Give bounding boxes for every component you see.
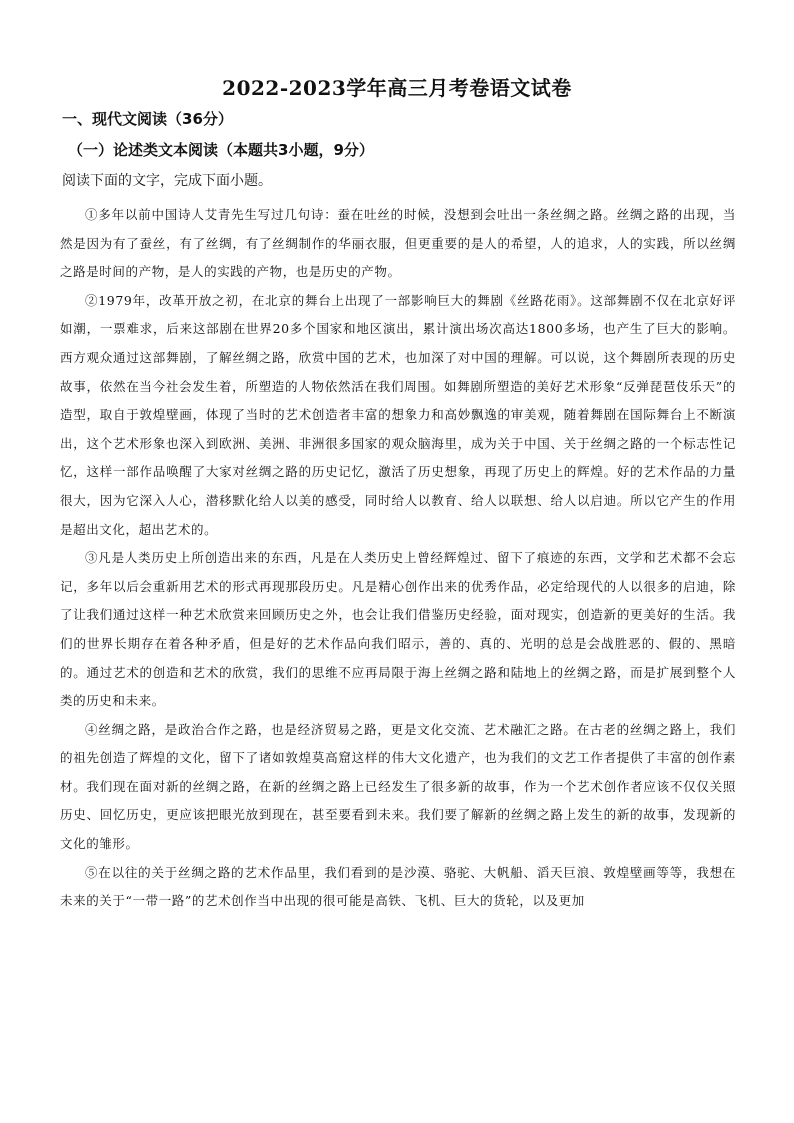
passage-paragraph-3: ③凡是人类历史上所创造出来的东西，凡是在人类历史上曾经辉煌过、留下了痕迹的东西，文学和艺术都不会忘记，多年以后会重新用艺术的形式再现那段历史。凡是精心创作出来的优秀作品，必定给现代的人以很多的启迪，除了让我们通过这样一种艺术欣赏来回顾历史之外，也会让我们借鉴历史经验，面对现实，创造新的更美好的生活。我们的世界长期存在着各种矛盾，但是好的艺术作品向我们昭示，善的、真的、光明的总是会战胜恶的、假的、黑暗的。通过艺术的创造和艺术的欣赏，我们的思维不应再局限于海上丝绸之路和陆地上的丝绸之路，而是扩展到整个人类的历史和未来。 — [60, 550, 736, 709]
passage-paragraph-1: ①多年以前中国诗人艾青先生写过几句诗：蚕在吐丝的时候，没想到会吐出一条丝绸之路。丝绸之路的出现，当然是因为有了蚕丝，有了丝绸，有了丝绸制作的华丽衣服，但更重要的是人的希望，人的追求，人的实践，所以丝绸之路是时间的产物，是人的实践的产物，也是历史的产物。 — [60, 207, 736, 280]
subsection-heading: （一）论述类文本阅读（本题共3小题，9分） — [68, 141, 374, 159]
exam-title: 2022-2023学年高三月考卷语文试卷 — [222, 76, 572, 100]
section-heading: 一、现代文阅读（36分） — [62, 110, 233, 128]
reading-instruction: 阅读下面的文字，完成下面小题。 — [62, 173, 272, 189]
passage-paragraph-2: ②1979年，改革开放之初，在北京的舞台上出现了一部影响巨大的舞剧《丝路花雨》。这部舞剧不仅在北京好评如潮，一票难求，后来这部剧在世界20多个国家和地区演出，累计演出场次高达1800多场，也产生了巨大的影响。西方观众通过这部舞剧，了解丝绸之路，欣赏中国的艺术，也加深了对中国的理解。可以说，这个舞剧所表现的历史故事，依然在当今社会发生着，所塑造的人物依然活在我们周围。如舞剧所塑造的美好艺术形象“反弹琵琶伎乐天”的造型，取自于敦煌壁画，体现了当时的艺术创造者丰富的想象力和高妙飘逸的审美观，随着舞剧在国际舞台上不断演出，这个艺术形象也深入到欧洲、美洲、非洲很多国家的观众脑海里，成为关于中国、关于丝绸之路的一个标志性记忆，这样一部作品唤醒了大家对丝绸之路的历史记忆，激活了历史想象，再现了历史上的辉煌。好的艺术作品的力量很大，因为它深入人心，潜移默化给人以美的感受，同时给人以教育、给人以联想、给人以启迪。所以它产生的作用是超出文化，超出艺术的。 — [60, 292, 736, 537]
passage-body — [60, 201, 736, 916]
passage-paragraph-5: ⑤在以往的关于丝绸之路的艺术作品里，我们看到的是沙漠、骆驼、大帆船、滔天巨浪、敦煌壁画等等，我想在未来的关于“一带一路”的艺术创作当中出现的很可能是高铁、飞机、巨大的货轮，以及更加 — [60, 864, 736, 909]
passage-paragraph-4: ④丝绸之路，是政治合作之路，也是经济贸易之路，更是文化交流、艺术融汇之路。在古老的丝绸之路上，我们的祖先创造了辉煌的文化，留下了诸如敦煌莫高窟这样的伟大文化遗产，也为我们的文艺工作者提供了丰富的创作素材。我们现在面对新的丝绸之路，在新的丝绸之路上已经发生了很多新的故事，作为一个艺术创作者应该不仅仅关照历史、回忆历史，更应该把眼光放到现在，甚至要看到未来。我们要了解新的丝绸之路上发生的新的故事，发现新的文化的雏形。 — [60, 721, 736, 852]
